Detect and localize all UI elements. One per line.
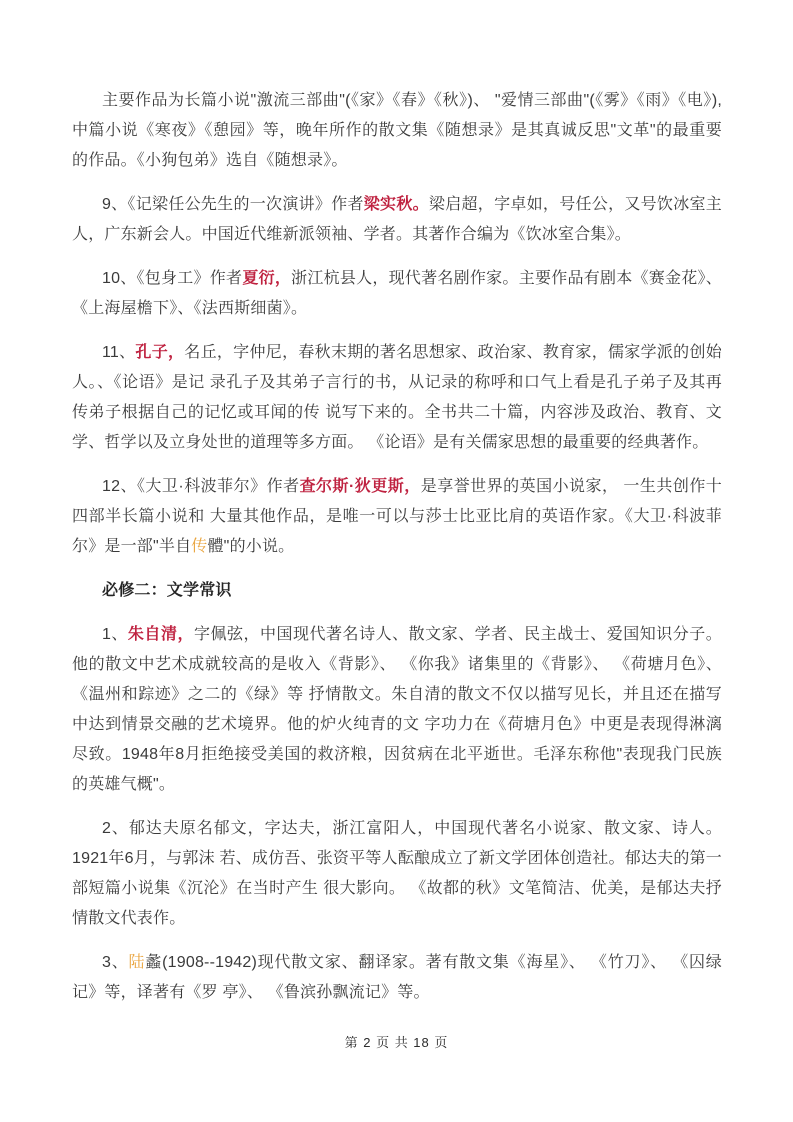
paragraph-text: 10、《包身工》作者 (102, 270, 243, 287)
paragraph-text: 浙江杭县人，现代著名剧作家。主要作品有剧本《赛金花》、 《上海屋檐下》、《法西斯细菌》。 (72, 270, 722, 317)
author-name-highlight: 夏衍， (242, 270, 292, 287)
document-content (72, 86, 722, 1022)
author-name-highlight: 梁实秋。 (363, 196, 429, 213)
paragraph-text: 12、《大卫·科波菲尔》作者 (102, 478, 300, 495)
author-name-highlight: 陆 (128, 954, 146, 971)
paragraph-bajin-works-continuation (72, 86, 722, 176)
paragraph-text: 9、《记梁任公先生的一次演讲》作者 (102, 196, 364, 213)
section-heading (72, 576, 722, 606)
paragraph-9-liangshiqiu (72, 190, 722, 250)
paragraph-text: 1、 (102, 626, 128, 643)
paragraph-text: 蠡(1908--1942)现代散文家、翻译家。著有散文集《海星》、 《竹刀》、 《囚绿记》等，译著有《罗 亭》、 《鲁滨孙飘流记》等。 (72, 954, 722, 1001)
page-footer (0, 1032, 793, 1051)
paragraph-text: 梁启超，字卓如，号任公，又号饮冰室主人，广东新会人。中国近代维新派领袖、学者。其著作合编为《饮冰室合集》。 (72, 196, 722, 243)
author-name-highlight: 孔子， (135, 344, 185, 361)
paragraph-text: 3、 (102, 954, 129, 971)
orange-character-highlight: 传 (191, 538, 208, 555)
author-name-highlight: 查尔斯·狄更斯， (299, 478, 421, 495)
page-number-indicator: 第 2 页 共 18 页 (344, 1035, 449, 1050)
author-name-highlight: 朱自清， (127, 626, 194, 643)
section-heading-text: 必修二：文学常识 (102, 582, 232, 599)
paragraph-text: 11、 (102, 344, 136, 361)
paragraph-2-yudafu (72, 814, 722, 934)
paragraph-10-xiayan (72, 264, 722, 324)
paragraph-text: 體"的小说。 (207, 538, 295, 555)
paragraph-1-zhuziqing (72, 620, 722, 800)
paragraph-text: 主要作品为长篇小说"激流三部曲"(《家》《春》《秋》)、 "爱情三部曲"(《雾》《雨》《电》),中篇小说《寒夜》《憩园》等，晚年所作的散文集《随想录》是其真诚反思"文革"的最重要的作品。《小狗包弟》选自《随想录》。 (72, 92, 722, 169)
paragraph-12-dickens (72, 472, 722, 562)
paragraph-text: 字佩弦，中国现代著名诗人、散文家、学者、民主战士、爱国知识分子。他的散文中艺术成就较高的是收入《背影》、 《你我》诸集里的《背影》、 《荷塘月色》、 《温州和踪迹》之二的《绿》等 抒情散文。朱自清的散文不仅以描写见长，并且还在描写中达到情景交融的艺术境界。他的炉火纯青的文 字功力在《荷塘月色》中更是表现得淋漓尽致。1948年8月拒绝接受美国的救济粮，因贫病在北平逝世。毛泽东称他"表现我门民族的英雄气概"。 (72, 626, 722, 793)
paragraph-3-luli (72, 948, 722, 1008)
paragraph-text: 名丘，字仲尼，春秋末期的著名思想家、政治家、教育家，儒家学派的创始人。、《论语》是记 录孔子及其弟子言行的书，从记录的称呼和口气上看是孔子弟子及其再传弟子根据自己的记忆或耳闻的传 说写下来的。全书共二十篇，内容涉及政治、教育、文学、哲学以及立身处世的道理等多方面。 《论语》是有关儒家思想的最重要的经典著作。 (72, 344, 722, 451)
paragraph-text: 2、郁达夫原名郁文，字达夫，浙江富阳人，中国现代著名小说家、散文家、诗人。1921年6月，与郭沫 若、成仿吾、张资平等人酝酿成立了新文学团体创造社。郁达夫的第一部短篇小说集《沉沦》在当时产生 很大影向。 《故都的秋》文笔简洁、优美，是郁达夫抒情散文代表作。 (72, 820, 722, 927)
paragraph-text: 是享誉世界的英国小说家， 一生共创作十四部半长篇小说和 大量其他作品，是唯一可以与莎士比亚比肩的英语作家。《大卫·科波菲尔》是一部"半自 (72, 478, 722, 555)
paragraph-11-kongzi (72, 338, 722, 458)
